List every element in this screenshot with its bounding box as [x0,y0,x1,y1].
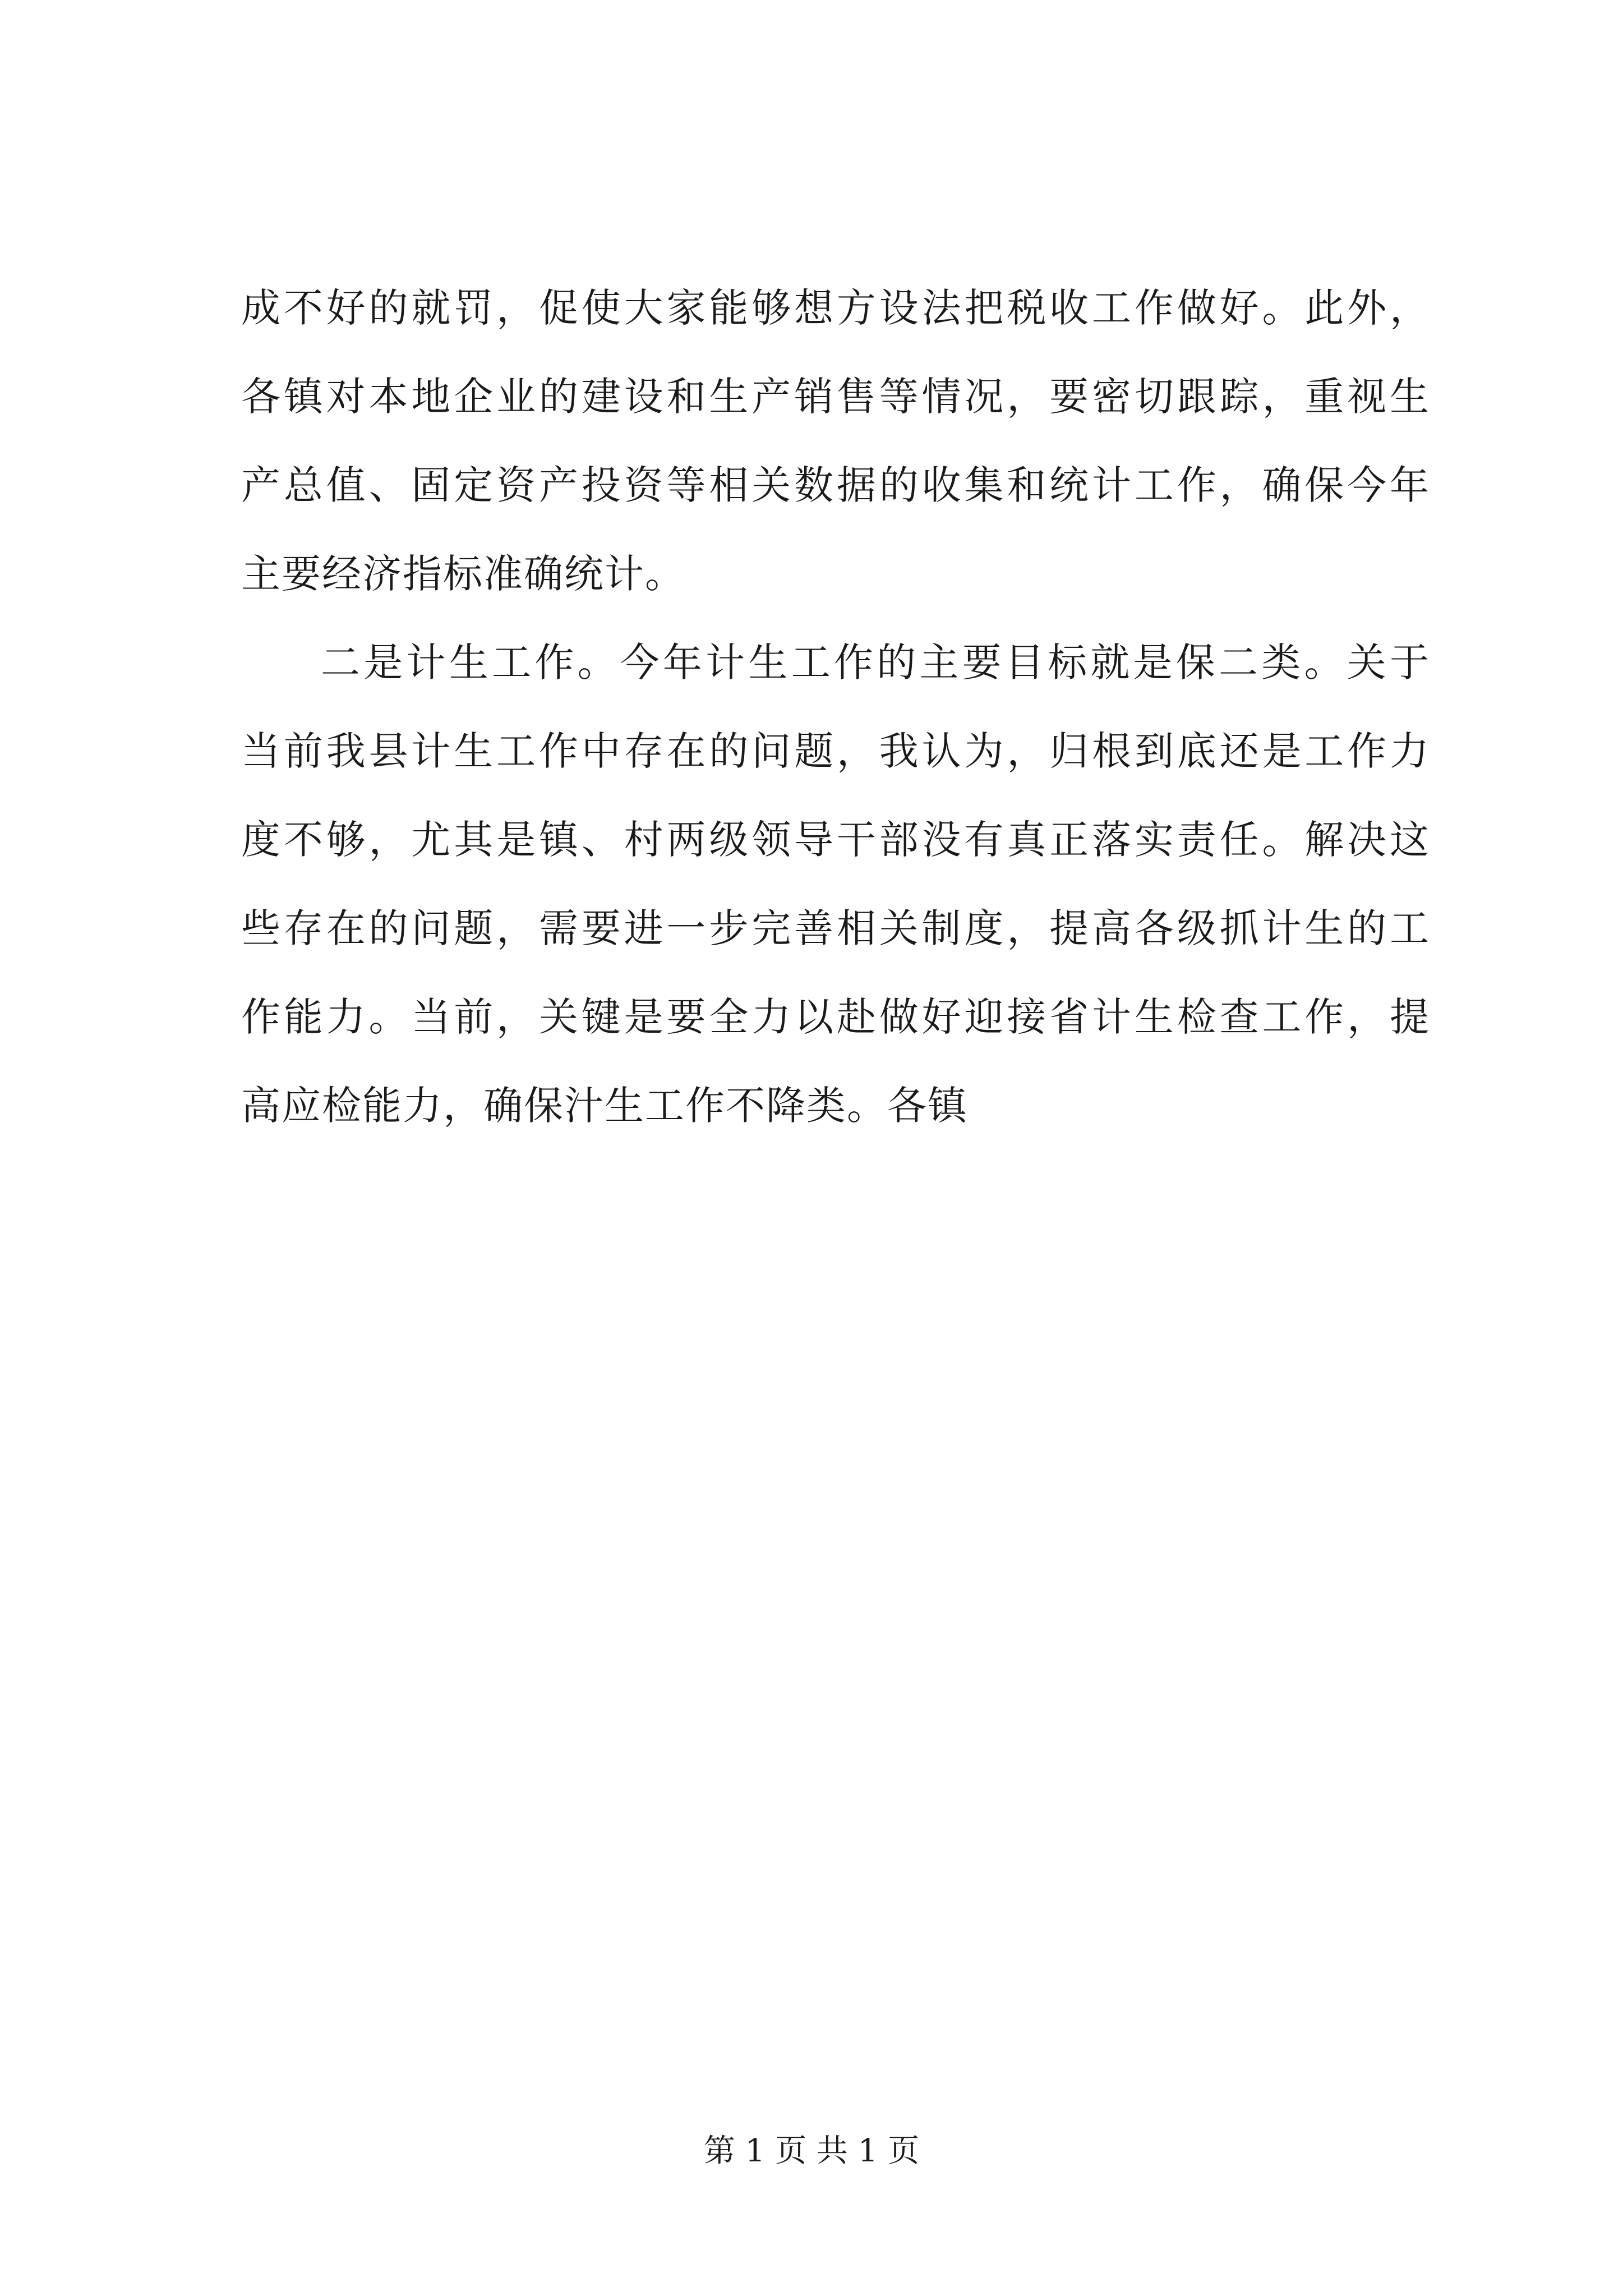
text-line: 当前我县计生工作中存在的问题，我认为，归根到底还是工作力 [241,728,1430,774]
text-line: 成不好的就罚，促使大家能够想方设法把税收工作做好。此外， [241,285,1430,331]
text-line: 各镇对本地企业的建设和生产销售等情况，要密切跟踪，重视生 [241,374,1430,420]
page-footer: 第 1 页 共 1 页 [703,2133,920,2169]
text-line: 高应检能力，确保汁生工作不降类。各镇 [241,1083,968,1129]
paragraph-1 [241,264,1430,618]
text-line: 二是计生工作。今年计生工作的主要目标就是保二类。关于 [321,639,1430,685]
text-line: 作能力。当前，关键是要全力以赴做好迎接省计生检查工作，提 [241,994,1430,1040]
body-text [241,264,1430,1150]
text-line: 些存在的问题，需要进一步完善相关制度，提高各级抓计生的工 [241,905,1430,951]
paragraph-2 [241,618,1430,1150]
text-line: 度不够，尤其是镇、村两级领导干部没有真正落实责任。解决这 [241,817,1430,863]
text-line: 产总值、固定资产投资等相关数据的收集和统计工作，确保今年 [241,462,1430,508]
text-line: 主要经济指标准确统计。 [241,551,685,597]
